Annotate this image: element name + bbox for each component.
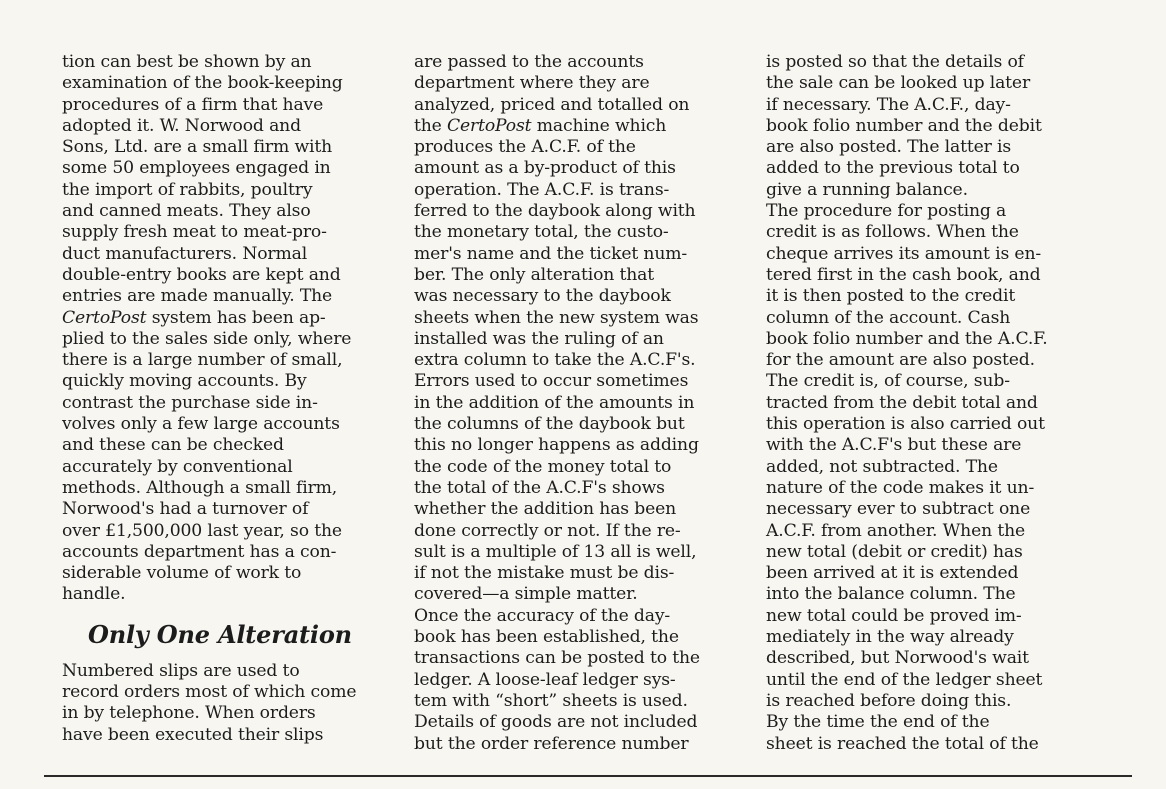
text-line: book folio number and the A.C.F.: [766, 328, 1048, 349]
text-line: new total (debit or credit) has: [766, 541, 1023, 562]
text-line: accurately by conventional: [62, 456, 293, 477]
text-line: the columns of the daybook but: [414, 414, 685, 435]
text-line: in by telephone. When orders: [62, 703, 316, 724]
text-line: ledger. A loose-leaf ledger sys-: [414, 669, 676, 690]
text-line: Once the accuracy of the day-: [414, 605, 671, 626]
text-line: give a running balance.: [766, 179, 968, 200]
text-line: done correctly or not. If the re-: [414, 520, 681, 541]
text-line: the sale can be looked up later: [766, 73, 1031, 94]
text-line: sheets when the new system was: [414, 307, 699, 328]
text-line: new total could be proved im-: [766, 605, 1022, 626]
text-line: procedures of a firm that have: [62, 94, 324, 115]
text-line: are also posted. The latter is: [766, 137, 1012, 158]
text-line: siderable volume of work to: [62, 563, 302, 584]
text-line: Numbered slips are used to: [62, 660, 300, 681]
text-line: methods. Although a small firm,: [62, 477, 338, 498]
text-line: Details of goods are not included: [414, 712, 698, 733]
text-line: Errors used to occur sometimes: [414, 371, 689, 392]
text-line: produces the A.C.F. of the: [414, 137, 636, 158]
text-line: installed was the ruling of an: [414, 328, 664, 349]
text-line: Norwood's had a turnover of: [62, 499, 309, 520]
text-column-2: [414, 52, 748, 755]
text-line: department where they are: [414, 73, 650, 94]
text-line: added to the previous total to: [766, 158, 1020, 179]
text-line: double-entry books are kept and: [62, 264, 341, 285]
text-line: necessary ever to subtract one: [766, 499, 1031, 520]
text-line: analyzed, priced and totalled on: [414, 94, 690, 115]
text-line: mer's name and the ticket num-: [414, 243, 688, 264]
text-line: handle.: [62, 584, 126, 605]
text-line: sult is a multiple of 13 all is well,: [414, 541, 697, 562]
text-line: amount as a by-product of this: [414, 158, 676, 179]
text-line: covered—a simple matter.: [414, 584, 638, 605]
text-line: volves only a few large accounts: [62, 414, 340, 435]
text-line: book has been established, the: [414, 627, 679, 648]
text-line: are passed to the accounts: [414, 52, 644, 72]
text-line: tion can best be shown by an: [62, 52, 312, 72]
text-line: it is then posted to the credit: [766, 286, 1016, 307]
text-line: the import of rabbits, poultry: [62, 179, 313, 200]
text-line: By the time the end of the: [766, 712, 990, 733]
text-line: until the end of the ledger sheet: [766, 669, 1043, 690]
text-line: tem with “short” sheets is used.: [414, 690, 688, 711]
text-line: record orders most of which come: [62, 682, 357, 703]
text-line: column of the account. Cash: [766, 307, 1011, 328]
text-line: tracted from the debit total and: [766, 392, 1038, 413]
text-line: transactions can be posted to the: [414, 648, 700, 669]
text-line: ber. The only alteration that: [414, 264, 655, 285]
text-line: some 50 employees engaged in: [62, 158, 331, 179]
text-line: this no longer happens as adding: [414, 435, 699, 456]
text-line: contrast the purchase side in-: [62, 392, 318, 413]
text-line: operation. The A.C.F. is trans-: [414, 179, 670, 200]
text-line: A.C.F. from another. When the: [766, 520, 1026, 541]
text-line: adopted it. W. Norwood and: [62, 115, 301, 136]
text-line: extra column to take the A.C.F's.: [414, 350, 696, 371]
text-line: ferred to the daybook along with: [414, 201, 696, 222]
text-line: with the A.C.F's but these are: [766, 435, 1022, 456]
text-line: but the order reference number: [414, 733, 689, 754]
text-line: this operation is also carried out: [766, 414, 1045, 435]
text-line: entries are made manually. The: [62, 286, 333, 307]
text-line: book folio number and the debit: [766, 115, 1042, 136]
text-line: whether the addition has been: [414, 499, 677, 520]
text-line: CertoPost system has been ap-: [62, 307, 326, 328]
text-line: the CertoPost machine which: [414, 115, 667, 136]
text-line: into the balance column. The: [766, 584, 1016, 605]
text-line: for the amount are also posted.: [766, 350, 1035, 371]
text-line: sheet is reached the total of the: [766, 733, 1039, 754]
text-line: and canned meats. They also: [62, 201, 311, 222]
text-line: plied to the sales side only, where: [62, 328, 352, 349]
text-line: and these can be checked: [62, 435, 284, 456]
text-line: was necessary to the daybook: [414, 286, 671, 307]
text-line: if necessary. The A.C.F., day-: [766, 94, 1011, 115]
text-line: is reached before doing this.: [766, 690, 1012, 711]
text-line: over £1,500,000 last year, so the: [62, 520, 342, 541]
text-line: been arrived at it is extended: [766, 563, 1019, 584]
text-line: credit is as follows. When the: [766, 222, 1019, 243]
text-line: supply fresh meat to meat-pro-: [62, 222, 327, 243]
text-line: added, not subtracted. The: [766, 456, 998, 477]
text-column-1: [62, 52, 396, 746]
text-line: cheque arrives its amount is en-: [766, 243, 1042, 264]
text-line: the total of the A.C.F's shows: [414, 477, 665, 498]
section-heading: Only One Alteration: [88, 619, 352, 649]
text-line: there is a large number of small,: [62, 350, 343, 371]
text-line: examination of the book-keeping: [62, 73, 343, 94]
text-line: quickly moving accounts. By: [62, 371, 307, 392]
text-line: tered first in the cash book, and: [766, 264, 1041, 285]
text-line: have been executed their slips: [62, 724, 324, 745]
text-line: The credit is, of course, sub-: [766, 371, 1010, 392]
text-line: the monetary total, the custo-: [414, 222, 669, 243]
text-line: mediately in the way already: [766, 627, 1014, 648]
text-line: in the addition of the amounts in: [414, 392, 695, 413]
text-line: described, but Norwood's wait: [766, 648, 1029, 669]
text-column-3: [766, 52, 1100, 755]
text-line: the code of the money total to: [414, 456, 672, 477]
text-line: The procedure for posting a: [766, 201, 1007, 222]
text-line: Sons, Ltd. are a small firm with: [62, 137, 333, 158]
text-line: is posted so that the details of: [766, 52, 1024, 72]
text-line: accounts department has a con-: [62, 541, 337, 562]
page-bottom-rule: [44, 775, 1132, 777]
text-line: if not the mistake must be dis-: [414, 563, 675, 584]
text-line: duct manufacturers. Normal: [62, 243, 308, 264]
text-line: nature of the code makes it un-: [766, 477, 1035, 498]
